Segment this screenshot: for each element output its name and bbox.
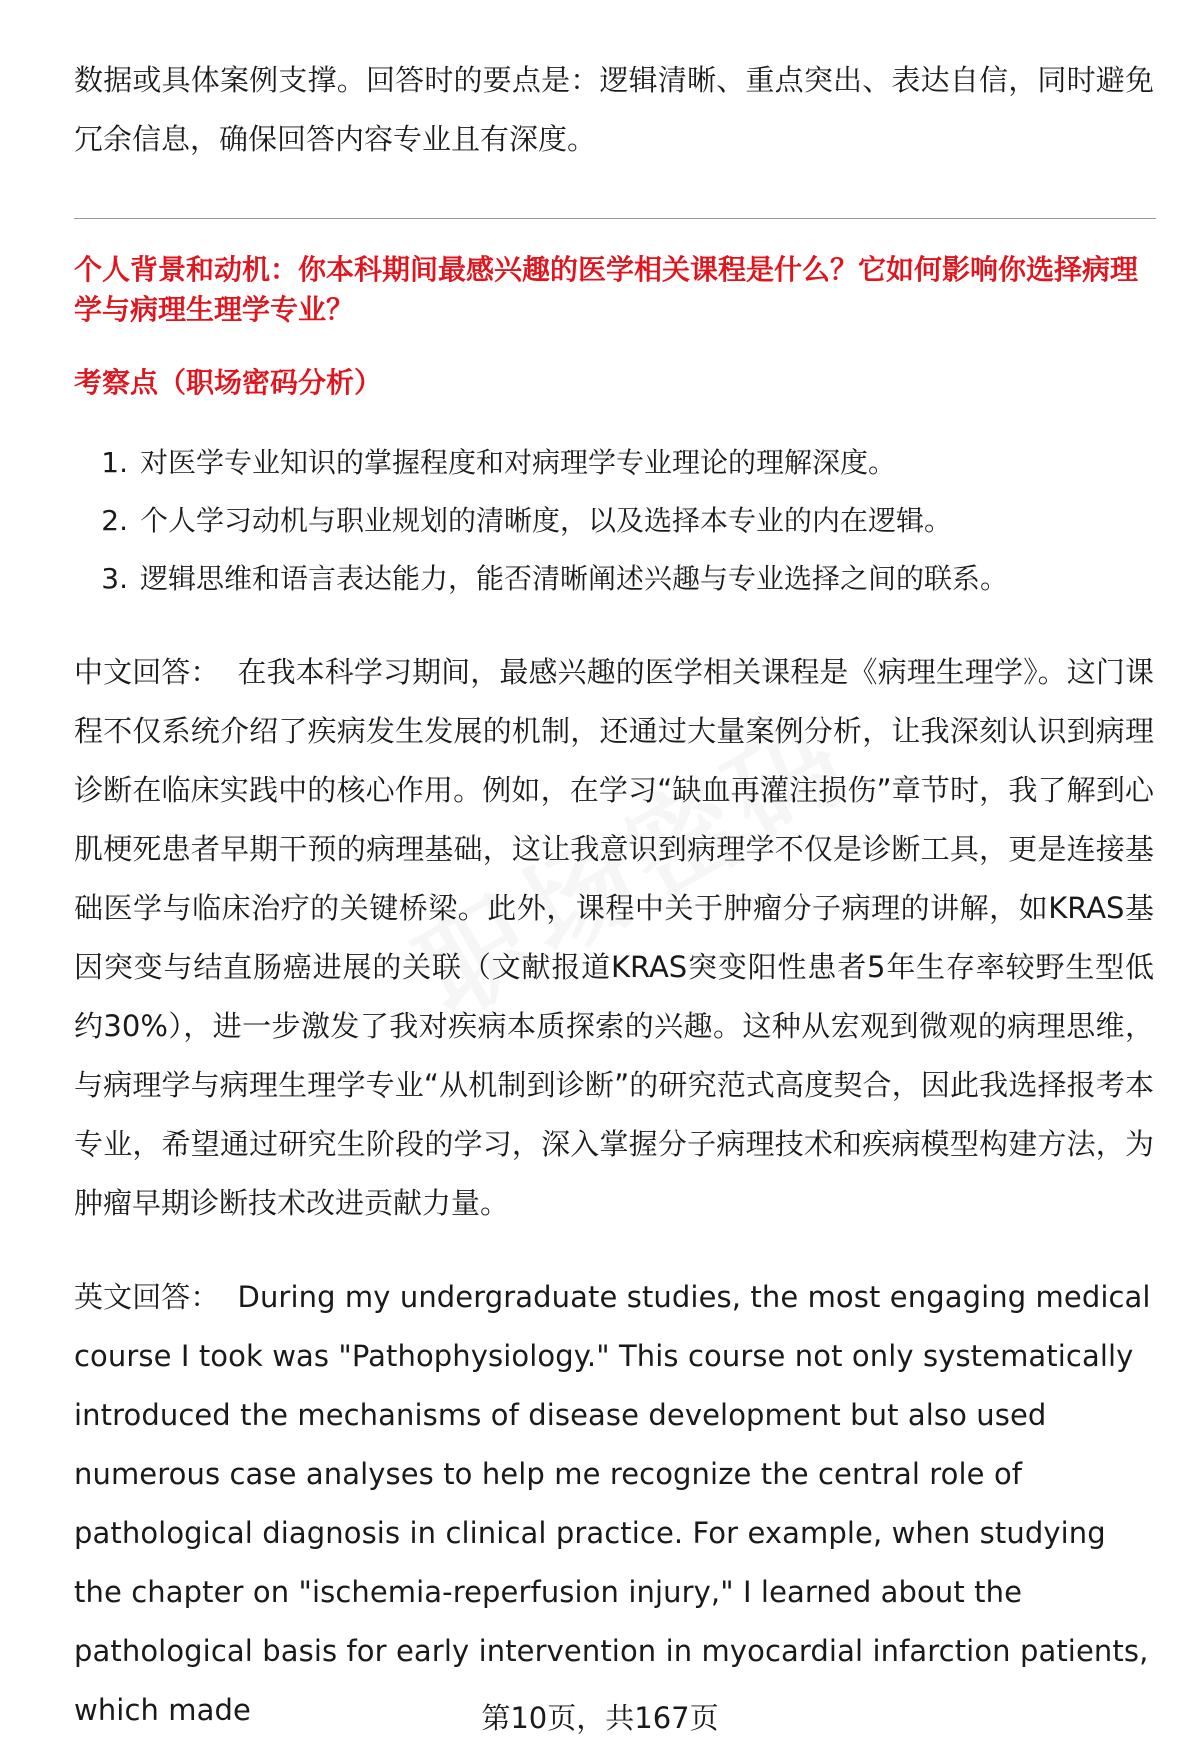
- english-answer-paragraph: [74, 1268, 1154, 1740]
- list-item-number: 2.: [101, 504, 128, 537]
- list-item-number: 3.: [101, 562, 128, 595]
- chinese-answer-paragraph: [74, 643, 1154, 1233]
- intro-paragraph: 数据或具体案例支撑。回答时的要点是：逻辑清晰、重点突出、表达自信，同时避免冗余信息，确保回答内容专业且有深度。: [74, 63, 1154, 156]
- list-item: [74, 434, 1008, 492]
- list-item-text: 逻辑思维和语言表达能力，能否清晰阐述兴趣与专业选择之间的联系。: [140, 562, 1009, 595]
- list-item-text: 对医学专业知识的掌握程度和对病理学专业理论的理解深度。: [140, 446, 897, 479]
- english-answer-text: During my undergraduate studies, the most engaging medical course I took was "Pathophysiology." This course not only systematically introduced the mechanisms of disease development but also used numerous case analyses to help me recognize the central role of pathological diagnosis in clinical practice. For example, when studying the chapter on "ischemia-reperfusion injury," I learned about the pathological basis for early intervention in myocardial infarction patients, which made: [74, 1280, 1151, 1727]
- english-answer-label: 英文回答：: [74, 1280, 220, 1314]
- chinese-answer-text: 在我本科学习期间，最感兴趣的医学相关课程是《病理生理学》。这门课程不仅系统介绍了疾病发生发展的机制，还通过大量案例分析，让我深刻认识到病理诊断在临床实践中的核心作用。例如，在学习“缺血再灌注损伤”章节时，我了解到心肌梗死患者早期干预的病理基础，这让我意识到病理学不仅是诊断工具，更是连接基础医学与临床治疗的关键桥梁。此外，课程中关于肿瘤分子病理的讲解，如KRAS基因突变与结直肠癌进展的关联（文献报道KRAS突变阳性患者5年生存率较野生型低约30%），进一步激发了我对疾病本质探索的兴趣。这种从宏观到微观的病理思维，与病理学与病理生理学专业“从机制到诊断”的研究范式高度契合，因此我选择报考本专业，希望通过研究生阶段的学习，深入掌握分子病理技术和疾病模型构建方法，为肿瘤早期诊断技术改进贡献力量。: [74, 655, 1154, 1220]
- list-item-number: 1.: [101, 446, 128, 479]
- chinese-answer-label: 中文回答：: [74, 655, 220, 689]
- focus-points-list: [74, 434, 1008, 608]
- section-divider: [74, 218, 1156, 219]
- list-item: [74, 550, 1008, 608]
- question-title: 个人背景和动机：你本科期间最感兴趣的医学相关课程是什么？它如何影响你选择病理学与病理生理学专业？: [74, 253, 1139, 326]
- list-item: [74, 492, 1008, 550]
- page-number-footer: 第10页，共167页: [481, 1701, 719, 1735]
- list-item-text: 个人学习动机与职业规划的清晰度，以及选择本专业的内在逻辑。: [140, 504, 953, 537]
- focus-heading: 考察点（职场密码分析）: [74, 366, 383, 399]
